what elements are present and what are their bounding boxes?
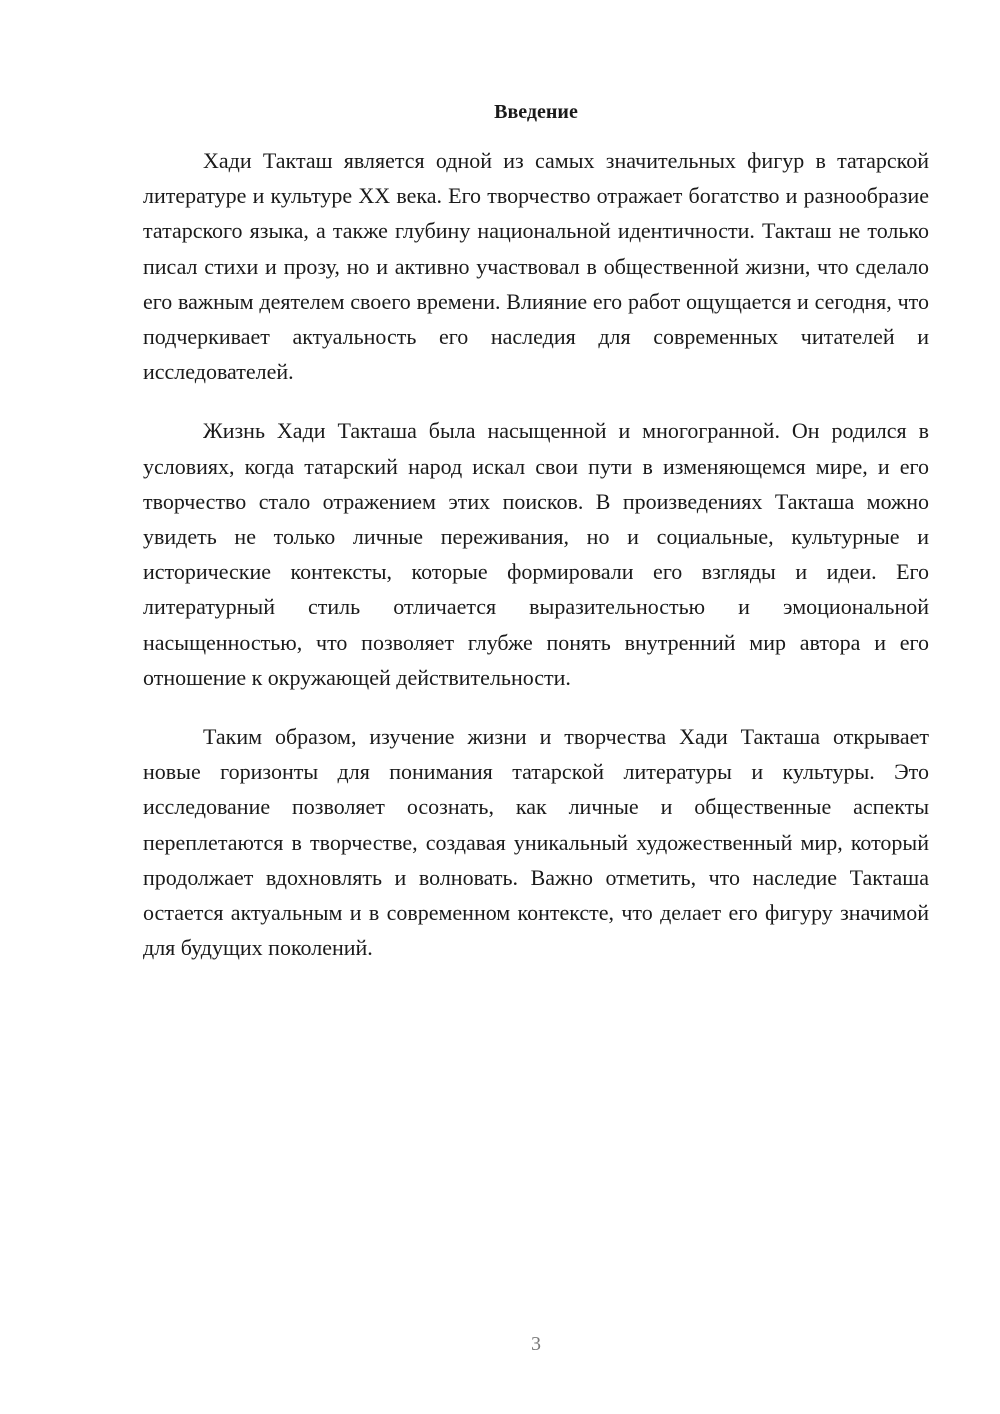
paragraph-3: Таким образом, изучение жизни и творчества Хади Такташа открывает новые горизонты для понимания татарской литературы и культуры. Это исследование позволяет осознать, как личные и общественные аспекты переплетаются в творчестве, создавая уникальный художественный мир, который продолжает вдохновлять и волновать. Важно отметить, что наследие Такташа остается актуальным и в современном контексте, что делает его фигуру значимой для будущих поколений. bbox=[143, 724, 929, 961]
section-heading: Введение bbox=[494, 101, 578, 123]
body-text bbox=[143, 143, 929, 989]
page-number: 3 bbox=[531, 1333, 541, 1355]
paragraph-1: Хади Такташ является одной из самых значительных фигур в татарской литературе и культуре XX века. Его творчество отражает богатство и разнообразие татарского языка, а также глубину национальной идентичности. Такташ не только писал стихи и прозу, но и активно участвовал в общественной жизни, что сделало его важным деятелем своего времени. Влияние его работ ощущается и сегодня, что подчеркивает актуальность его наследия для современных читателей и исследователей. bbox=[143, 148, 929, 385]
paragraph-2: Жизнь Хади Такташа была насыщенной и многогранной. Он родился в условиях, когда татарский народ искал свои пути в изменяющемся мире, и его творчество стало отражением этих поисков. В произведениях Такташа можно увидеть не только личные переживания, но и социальные, культурные и исторические контексты, которые формировали его взгляды и идеи. Его литературный стиль отличается выразительностью и эмоциональной насыщенностью, что позволяет глубже понять внутренний мир автора и его отношение к окружающей действительности. bbox=[143, 418, 929, 690]
